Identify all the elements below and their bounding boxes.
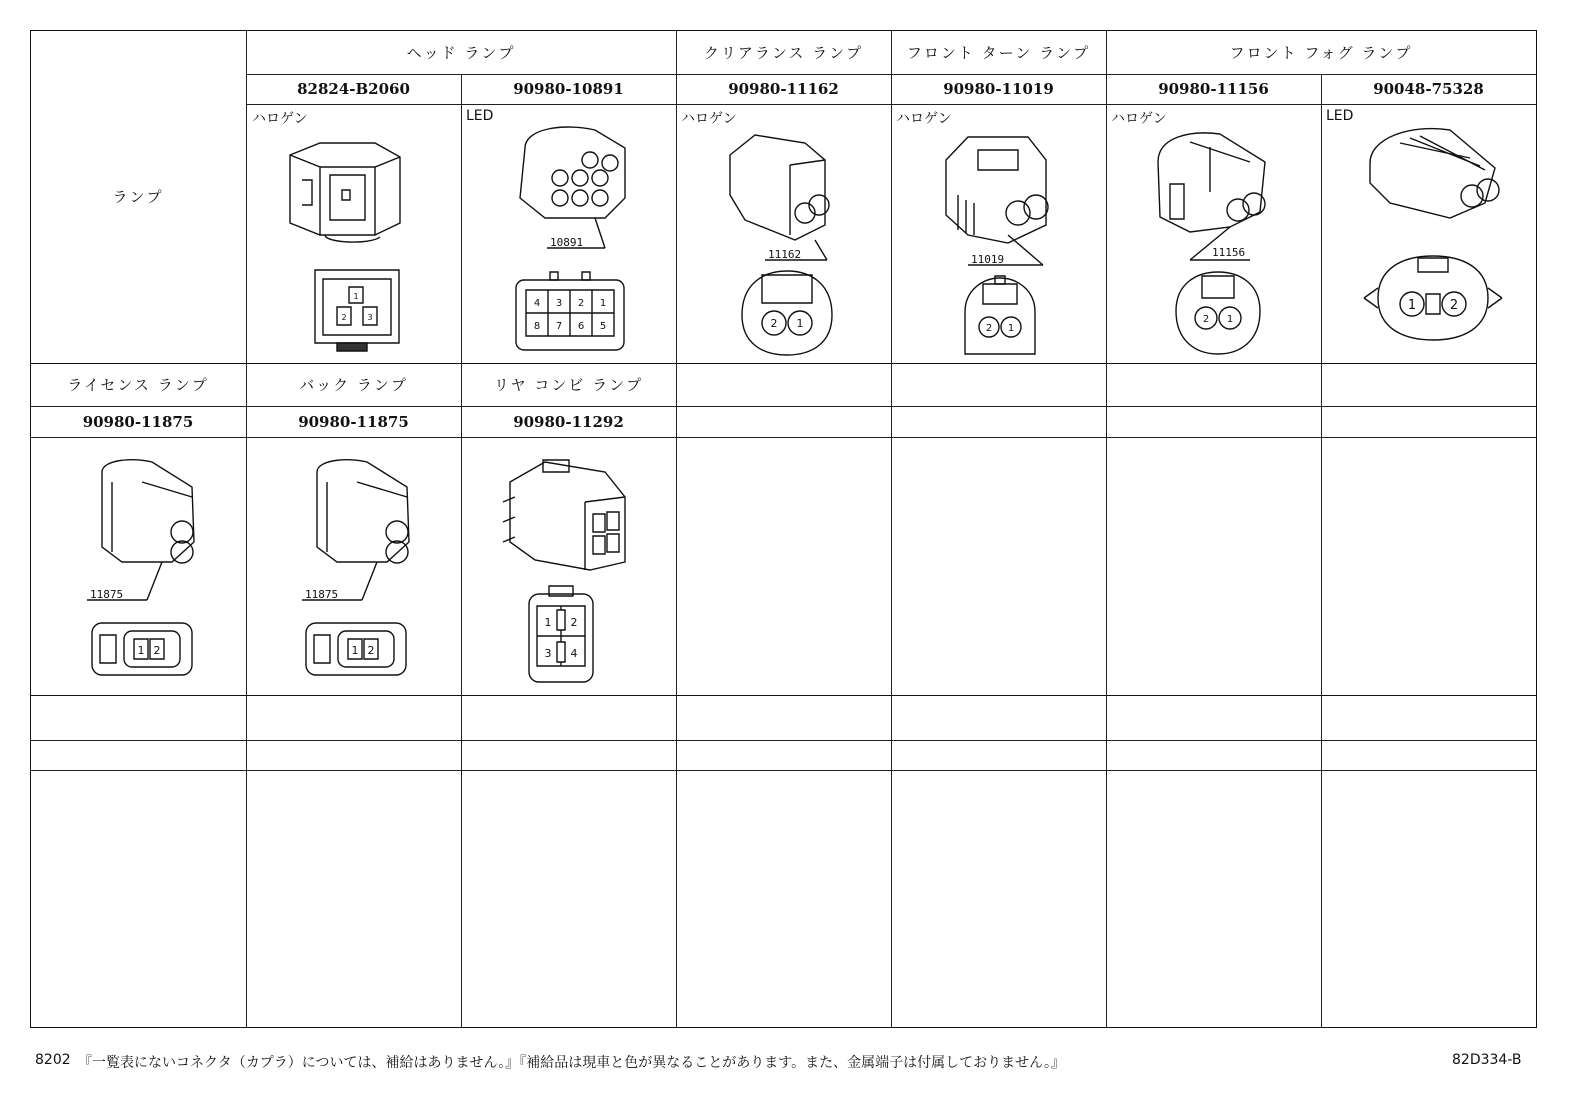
pin-label: 1 [137,644,145,657]
type-label: ハロゲン [252,111,308,127]
connector-housing-drawing [1360,118,1505,228]
pin-label: 1 [796,317,804,330]
pin-label: 1 [353,292,359,301]
grid-line [1536,30,1537,1028]
row-label-rear-combi-lamp: リヤ コンビ ランプ [493,376,644,394]
pin-label: 2 [570,616,578,629]
type-label: ハロゲン [896,111,952,127]
pin-label: 3 [555,298,563,309]
footer-note: 『一覧表にないコネクタ（カプラ）については、補給はありません。』『補給品は現車と色が異なることがあります。また、金属端子は付属しておりません。』 [78,1055,1065,1071]
connector-housing-drawing [82,452,212,602]
grid-line [30,770,1536,771]
row-label-back-lamp: バック ランプ [299,376,408,394]
connector-housing-drawing [715,125,845,265]
pin-label: 3 [367,313,373,322]
grid-line [891,30,892,1028]
part-number: 90980-11162 [728,80,839,98]
group-header-headlamp: ヘッド ランプ [406,43,516,62]
connector-face-drawing [88,617,198,682]
connector-housing-drawing [495,452,635,577]
grid-line [461,74,462,1028]
pin-label: 4 [570,647,578,660]
connector-housing-drawing [1150,122,1280,267]
connector-housing-drawing [297,452,427,602]
pin-label: 2 [985,323,993,334]
grid-line [30,740,1536,741]
part-number: 90980-10891 [513,80,624,98]
type-label: LED [466,108,494,124]
callout-label: 11162 [768,248,802,261]
pin-label: 2 [153,644,161,657]
callout-label: 10891 [550,236,584,249]
part-number: 82824-B2060 [297,80,410,98]
pin-label: 6 [577,321,585,332]
row-label-license-lamp: ライセンス ランプ [67,376,209,394]
grid-line [246,30,247,1028]
part-number: 90980-11019 [943,80,1054,98]
connector-face-drawing [1168,266,1268,361]
pin-label: 1 [1407,298,1417,313]
pin-label: 1 [1007,323,1015,334]
row-label-lamp: ランプ [112,188,164,206]
connector-face-drawing [307,265,407,355]
pin-label: 4 [533,298,541,309]
type-label: ハロゲン [1111,111,1167,127]
grid-line [30,437,1536,438]
grid-line [1106,30,1107,1028]
callout-label: 11875 [90,588,124,601]
type-label: ハロゲン [681,111,737,127]
pin-label: 2 [1202,314,1210,325]
pin-label: 1 [599,298,607,309]
part-number: 90048-75328 [1373,80,1484,98]
pin-label: 2 [770,317,778,330]
pin-label: 7 [555,321,563,332]
callout-label: 11019 [971,253,1005,266]
pin-label: 2 [367,644,375,657]
pin-label: 1 [351,644,359,657]
connector-housing-drawing [938,125,1068,270]
connector-housing-drawing [505,118,635,258]
part-number: 90980-11875 [298,412,409,431]
part-number: 90980-11156 [1158,80,1269,98]
pin-label: 5 [599,321,607,332]
callout-label: 11156 [1212,246,1246,259]
part-number: 90980-11292 [513,412,624,431]
grid-line [1321,74,1322,1028]
grid-line [30,695,1536,696]
grid-line [676,30,677,1028]
pin-label: 2 [577,298,585,309]
footer-code: 8202 [35,1052,71,1068]
connector-face-drawing [521,580,601,690]
connector-face-drawing [1358,248,1508,348]
group-header-clearance: クリアランス ランプ [703,43,864,62]
part-number: 90980-11875 [82,412,194,431]
group-header-front-turn: フロント ターン ランプ [906,43,1091,62]
pin-label: 2 [1449,298,1459,313]
grid-line [30,1027,1536,1028]
connector-face-drawing [302,617,412,682]
connector-housing-drawing [280,135,410,245]
pin-label: 2 [341,313,347,322]
connector-face-drawing [732,265,842,360]
pin-label: 1 [544,616,552,629]
pin-label: 1 [1226,314,1234,325]
callout-label: 11875 [305,588,339,601]
group-header-front-fog: フロント フォグ ランプ [1229,43,1413,62]
connector-face-drawing [510,268,630,358]
pin-label: 3 [544,647,552,660]
figure-code: 82D334-B [1452,1052,1522,1068]
connector-face-drawing [955,272,1045,362]
pin-label: 8 [533,321,541,332]
type-label: LED [1326,108,1354,124]
